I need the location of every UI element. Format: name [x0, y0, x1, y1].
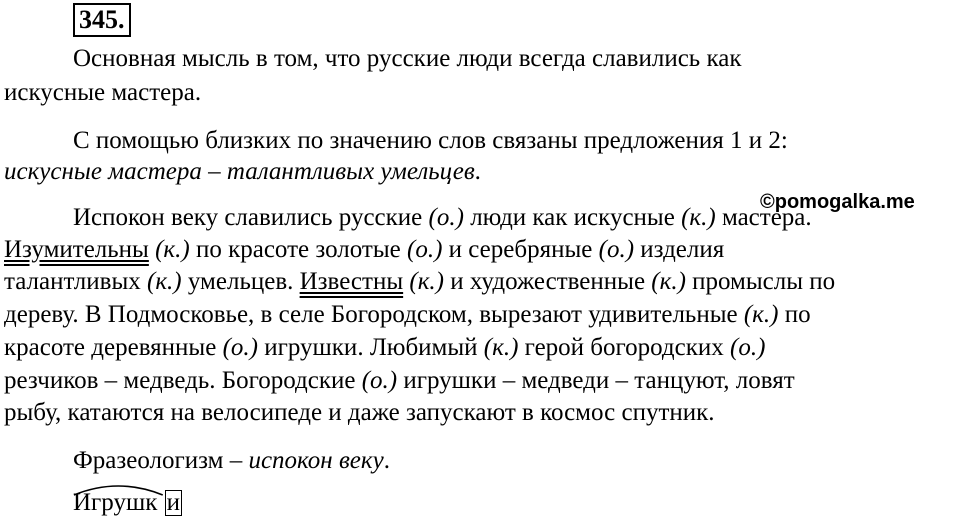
paragraph-3-line-6: [4, 366, 795, 396]
adjective-mark: (о.): [222, 334, 258, 361]
paragraph-3-line-2: [4, 235, 724, 265]
predicate-underlined: Известны: [299, 268, 404, 295]
adjective-mark: (о.): [428, 204, 464, 231]
paragraph-3-line-1: [73, 203, 812, 233]
paragraph-2-line-1: С помощью близких по значению слов связаны предложения 1 и 2:: [73, 127, 788, 154]
adjective-mark: (о.): [730, 334, 766, 361]
word-morpheme-analysis: [73, 488, 182, 518]
paragraph-3-line-7: рыбу, катаются на велосипеде и даже запускают в космос спутник.: [4, 399, 715, 426]
adjective-mark: (о.): [361, 367, 398, 394]
text: мастера.: [715, 204, 812, 231]
adjective-mark: (к.): [681, 204, 716, 231]
watermark: ©pomogalka.me: [760, 191, 915, 213]
text: игрушки. Любимый: [257, 334, 484, 361]
task-number: 345.: [73, 3, 131, 37]
text: и серебряные: [442, 236, 599, 263]
adjective-mark: (к.): [155, 236, 190, 263]
text: Испокон веку славились русские: [73, 204, 429, 231]
phraseologism: испокон веку: [248, 447, 384, 474]
text: красоте деревянные: [4, 334, 223, 361]
text: дереву. В Подмосковье, в селе Богородском, вырезают удивительные: [4, 301, 744, 328]
text: промыслы по: [685, 268, 836, 295]
adjective-mark: (о.): [598, 236, 635, 263]
text: по: [778, 301, 811, 328]
root-arc-icon: [73, 483, 164, 495]
paragraph-3-line-5: [4, 333, 765, 363]
word-ending: и: [166, 489, 181, 516]
adjective-mark: (к.): [409, 268, 444, 295]
predicate-underlined: Изумительны: [4, 236, 149, 263]
text: умельцев.: [181, 268, 300, 295]
paragraph-1-line-2: искусные мастера.: [4, 79, 202, 106]
text: и художественные: [444, 268, 652, 295]
text: по красоте золотые: [189, 236, 407, 263]
synonyms-phrase: искусные мастера – талантливых умельцев: [4, 158, 475, 185]
paragraph-4-end: .: [383, 447, 390, 474]
phraseologism-label: Фразеологизм –: [73, 447, 249, 474]
paragraph-2-end: .: [474, 158, 481, 185]
adjective-mark: (к.): [651, 268, 686, 295]
word-root: [73, 489, 164, 516]
text: герой богородских: [518, 334, 731, 361]
adjective-mark: (к.): [743, 301, 779, 328]
adjective-mark: (к.): [483, 334, 519, 361]
text: люди как искусные: [463, 204, 682, 231]
paragraph-2-line-2: [4, 157, 481, 187]
paragraph-4: [73, 446, 390, 476]
root-text: Игрушк: [73, 489, 158, 516]
text: изделия: [634, 236, 725, 263]
adjective-mark: (о.): [407, 236, 443, 263]
adjective-mark: (к.): [147, 268, 182, 295]
paragraph-3-line-3: [4, 267, 835, 297]
text: резчиков – медведь. Богородские: [4, 367, 362, 394]
text: игрушки – медведи – танцуют, ловят: [397, 367, 795, 394]
paragraph-1-line-1: Основная мысль в том, что русские люди всегда славились как: [73, 45, 742, 72]
text: талантливых: [4, 268, 148, 295]
paragraph-3-line-4: [4, 300, 811, 330]
